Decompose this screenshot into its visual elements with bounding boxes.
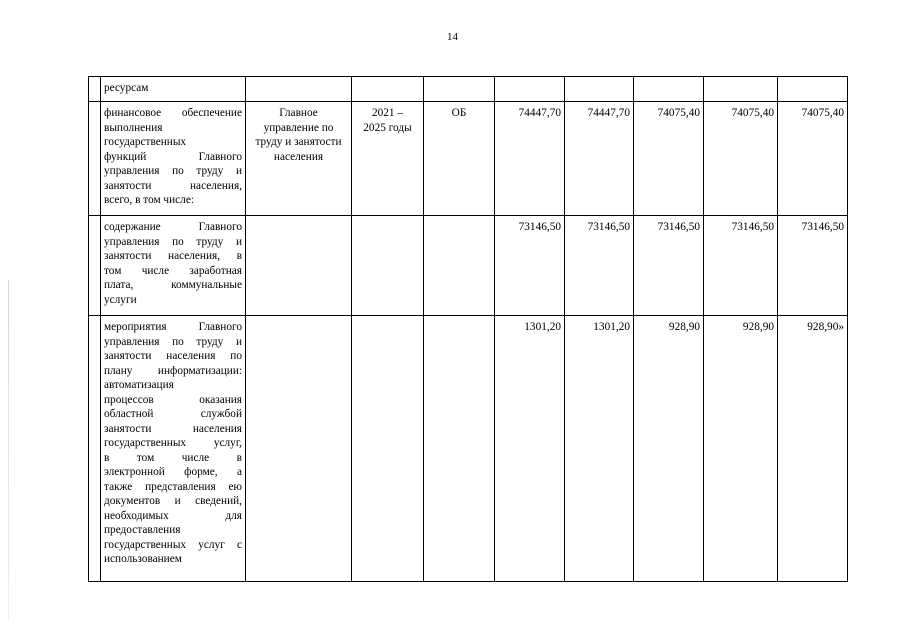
description-line: процессов оказания xyxy=(104,393,242,406)
description-line: управления по труду и xyxy=(104,165,242,177)
description-line: услуги xyxy=(104,293,137,306)
table-row xyxy=(89,316,848,582)
description-line: том числе заработная xyxy=(104,264,242,277)
description-line: управления по труду и xyxy=(104,335,242,348)
amount-cell: 74075,40 xyxy=(778,102,848,216)
amount-cell: 73146,50 xyxy=(634,216,704,316)
executor-cell xyxy=(246,77,352,102)
executor-line: управление по xyxy=(263,121,334,134)
description-line: предоставления xyxy=(104,524,181,536)
description-line: использованием xyxy=(104,553,182,565)
table-body xyxy=(89,77,848,582)
table-row xyxy=(89,216,848,316)
amount-cell: 928,90 xyxy=(704,316,778,582)
amount-cell xyxy=(495,77,565,102)
row-index-cell xyxy=(89,316,101,582)
row-index-cell xyxy=(89,77,101,102)
page-number: 14 xyxy=(447,31,458,43)
amount-cell xyxy=(634,77,704,102)
funding-source-cell: ОБ xyxy=(424,102,495,216)
amount-cell: 74447,70 xyxy=(495,102,565,216)
amount-cell: 74075,40 xyxy=(634,102,704,216)
period-cell xyxy=(352,216,424,316)
funding-source-cell xyxy=(424,216,495,316)
funding-source-cell xyxy=(424,77,495,102)
amount-cell xyxy=(565,77,634,102)
executor-cell xyxy=(246,102,352,216)
row-index-cell xyxy=(89,102,101,216)
description-line: областной службой xyxy=(104,408,242,420)
description-line: электронной форме, а xyxy=(104,466,242,478)
row-index-cell xyxy=(89,216,101,316)
amount-cell: 928,90 xyxy=(634,316,704,582)
description-line: управления по труду и xyxy=(104,235,242,248)
description-line: государственных xyxy=(104,136,187,148)
description-line: плата, коммунальные xyxy=(104,279,242,291)
description-line: занятости населения, в xyxy=(104,250,242,262)
description-line: занятости населения по xyxy=(104,350,242,362)
description-line: функций Главного xyxy=(104,150,242,163)
description-line: занятости населения, xyxy=(104,179,242,192)
description-cell xyxy=(101,77,246,102)
amount-cell: 928,90» xyxy=(778,316,848,582)
period-line: 2021 – xyxy=(371,107,404,119)
description-cell xyxy=(101,316,246,582)
period-line: 2025 годы xyxy=(363,121,412,134)
description-line: государственных услуг, xyxy=(104,437,242,449)
table-row xyxy=(89,77,848,102)
amount-cell: 74075,40 xyxy=(704,102,778,216)
amount-cell: 73146,50 xyxy=(565,216,634,316)
amount-cell: 73146,50 xyxy=(495,216,565,316)
description-line: мероприятия Главного xyxy=(104,321,242,333)
table-row xyxy=(89,102,848,216)
description-line: также представления ею xyxy=(104,480,242,493)
period-cell xyxy=(352,316,424,582)
description-line: выполнения xyxy=(104,121,163,134)
description-cell xyxy=(101,102,246,216)
description-line: содержание Главного xyxy=(104,221,242,233)
executor-line: Главное xyxy=(279,107,318,119)
funding-source-cell xyxy=(424,316,495,582)
description-line: документов и сведений, xyxy=(104,495,242,507)
period-cell xyxy=(352,102,424,216)
description-line: в том числе в xyxy=(104,451,242,464)
amount-cell xyxy=(704,77,778,102)
executor-cell xyxy=(246,216,352,316)
executor-line: населения xyxy=(273,150,324,163)
description-line: плану информатизации: xyxy=(104,364,242,377)
description-line: занятости населения xyxy=(104,422,242,435)
scan-margin-line xyxy=(8,280,9,620)
period-cell xyxy=(352,77,424,102)
amount-cell xyxy=(778,77,848,102)
budget-table xyxy=(88,76,848,582)
executor-line: труду и занятости xyxy=(255,136,342,148)
amount-cell: 73146,50 xyxy=(778,216,848,316)
description-cell xyxy=(101,216,246,316)
description-line: всего, в том числе: xyxy=(104,194,194,206)
description-line: финансовое обеспечение xyxy=(104,107,242,119)
amount-cell: 1301,20 xyxy=(565,316,634,582)
amount-cell: 73146,50 xyxy=(704,216,778,316)
description-line: государственных услуг с xyxy=(104,538,242,551)
description-line: автоматизация xyxy=(104,379,174,391)
amount-cell: 1301,20 xyxy=(495,316,565,582)
description-line: необходимых для xyxy=(104,509,242,522)
description-line: ресурсам xyxy=(104,82,149,94)
executor-cell xyxy=(246,316,352,582)
amount-cell: 74447,70 xyxy=(565,102,634,216)
